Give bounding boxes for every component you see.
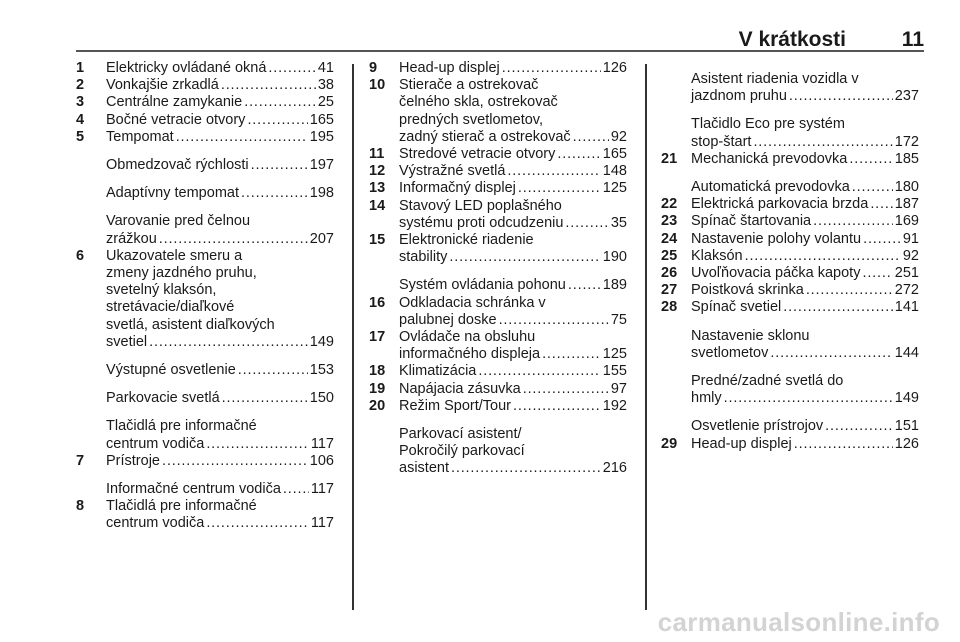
index-entry [369,426,627,478]
index-entry [369,363,627,380]
entry-page-number: 41 [317,60,334,76]
entry-text: Predné/zadné svetlá do [691,373,844,390]
dot-leader [794,436,893,453]
dot-leader [542,346,601,363]
entry-text: Obmedzovač rýchlosti [106,157,249,174]
entry-text: svetiel [106,333,148,350]
entry-page-number: 216 [602,460,627,477]
entry-number: 16 [369,294,386,311]
entry-number: 2 [76,77,85,94]
index-column-2 [369,60,627,478]
entry-number: 27 [661,282,678,299]
entry-text: Režim Sport/Tour [399,397,512,414]
index-column-1 [76,60,334,533]
dot-leader [283,481,309,498]
entry-page-number: 38 [317,77,334,94]
dot-leader [159,231,308,248]
entry-text: Ovládače na obsluhu [399,329,536,346]
index-entry [76,390,334,407]
entry-page-number: 106 [309,452,334,469]
entry-text: informačného displeja [399,346,541,363]
entry-text: Bočné vetracie otvory [106,111,246,128]
entry-text: Elektrická parkovacia brzda [691,196,869,213]
entry-text: Výstražné svetlá [399,163,506,180]
entry-page-number: 190 [602,249,627,266]
entry-page-number: 180 [894,179,919,196]
entry-number: 4 [76,111,85,128]
entry-text: Elektronické riadenie [399,232,534,249]
dot-leader [162,453,308,470]
dot-leader [557,146,600,163]
entry-page-number: 117 [310,435,334,452]
entry-text: čelného skla, ostrekovač [399,94,558,111]
entry-text: Head-up displej [399,60,500,76]
entry-number: 12 [369,163,386,180]
index-entry [76,481,334,498]
entry-page-number: 237 [894,88,919,105]
dot-leader [502,60,601,77]
index-entry [369,180,627,197]
entry-page-number: 148 [602,163,627,180]
column-divider-1 [352,64,354,610]
column-divider-2 [645,64,647,610]
entry-number: 29 [661,435,678,452]
dot-leader [849,151,892,168]
entry-text: zmeny jazdného pruhu, [106,265,257,282]
index-entry [76,129,334,146]
dot-leader [451,460,601,477]
dot-leader [244,94,316,111]
dot-leader [176,129,308,146]
entry-text: Vonkajšie zrkadlá [106,77,219,94]
entry-page-number: 207 [309,230,334,247]
index-entry [661,282,919,299]
entry-page-number: 150 [309,390,334,407]
dot-leader [513,398,601,415]
index-column-3 [661,60,919,453]
entry-number: 8 [76,498,85,515]
entry-number: 10 [369,77,386,94]
entry-number: 20 [369,397,386,414]
entry-text: stop-štart [691,133,752,150]
entry-number: 25 [661,247,678,264]
entry-page-number: 189 [602,277,627,294]
index-entry [76,94,334,111]
entry-text: Napájacia zásuvka [399,380,521,397]
dot-leader [806,282,893,299]
dot-leader [449,249,600,266]
dot-leader [783,299,893,316]
entry-number: 17 [369,329,386,346]
index-entry [76,498,334,532]
index-entry [369,398,627,415]
entry-text: Automatická prevodovka [691,179,850,196]
entry-text: hmly [691,390,722,407]
index-entry [661,231,919,248]
entry-text: Informačné centrum vodiča [106,481,281,498]
entry-text: stability [399,249,448,266]
entry-text: Klimatizácia [399,363,477,380]
entry-text: Varovanie pred čelnou [106,213,251,230]
entry-text: stretávacie/diaľkové [106,299,235,316]
dot-leader [251,157,308,174]
entry-page-number: 75 [610,311,627,328]
entry-text: Systém ovládania pohonu [399,277,566,294]
dot-leader [770,345,892,362]
dot-leader [825,418,893,435]
dot-leader [573,129,609,146]
entry-page-number: 117 [310,481,334,498]
entry-text: Spínač štartovania [691,213,812,230]
dot-leader [870,196,892,213]
entry-number: 23 [661,213,678,230]
dot-leader [206,515,309,532]
dot-leader [238,362,308,379]
dot-leader [863,231,901,248]
entry-text: Klaksón [691,247,743,264]
entry-page-number: 151 [894,418,919,435]
entry-number: 14 [369,197,386,214]
entry-text: Výstupné osvetlenie [106,362,236,379]
entry-page-number: 97 [610,380,627,397]
dot-leader [222,390,308,407]
entry-number: 26 [661,265,678,282]
entry-page-number: 91 [902,230,919,247]
entry-text: Stavový LED poplašného [399,197,562,214]
dot-leader [478,363,600,380]
dot-leader [518,180,601,197]
entry-number: 24 [661,230,678,247]
entry-text: Adaptívny tempomat [106,185,239,202]
index-entry [369,381,627,398]
entry-text: Poistková skrinka [691,282,804,299]
index-entry [76,112,334,129]
index-entry [369,146,627,163]
index-entry [76,362,334,379]
entry-text: Tempomat [106,128,174,145]
entry-number: 22 [661,196,678,213]
index-entry [661,265,919,282]
entry-text: Parkovacie svetlá [106,390,220,407]
entry-page-number: 192 [602,397,627,414]
index-entry [369,77,627,146]
entry-page-number: 141 [894,299,919,316]
entry-number: 15 [369,232,386,249]
entry-text: centrum vodiča [106,435,205,452]
entry-page-number: 35 [610,214,627,231]
entry-text: Tlačidlá pre informačné [106,418,257,435]
index-entry [661,328,919,362]
dot-leader [507,163,600,180]
index-entry [661,373,919,407]
dot-leader [789,88,893,105]
entry-text: zadný stierač a ostrekovač [399,128,571,145]
entry-text: zrážkou [106,230,157,247]
entry-number: 18 [369,363,386,380]
entry-number: 13 [369,180,386,197]
dot-leader [206,436,309,453]
index-entry [661,436,919,453]
entry-page-number: 155 [602,363,627,380]
entry-text: Tlačidlá pre informačné [106,498,257,515]
dot-leader [247,112,307,129]
entry-number: 28 [661,299,678,316]
entry-text: systému proti odcudzeniu [399,214,564,231]
entry-number: 9 [369,60,378,76]
dot-leader [813,213,893,230]
dot-leader [149,334,308,351]
index-entry [76,185,334,202]
entry-text: svetlá, asistent diaľkových [106,316,275,333]
index-entry [661,179,919,196]
index-entry [369,295,627,329]
index-entry [76,248,334,351]
index-entry [76,418,334,452]
dot-leader [565,215,608,232]
index-entry [661,299,919,316]
index-entry [661,116,919,150]
index-entry [369,163,627,180]
dot-leader [221,77,316,94]
entry-text: centrum vodiča [106,515,205,532]
entry-text: Centrálne zamykanie [106,94,243,111]
dot-leader [753,134,892,151]
entry-number: 19 [369,380,386,397]
entry-text: Nastavenie polohy volantu [691,230,862,247]
entry-text: Informačný displej [399,180,516,197]
entry-text: Osvetlenie prístrojov [691,418,824,435]
entry-text: Asistent riadenia vozidla v [691,71,859,87]
entry-page-number: 169 [894,213,919,230]
index-entry [661,71,919,105]
entry-number: 1 [76,60,85,76]
index-entry [661,418,919,435]
entry-number: 21 [661,150,678,167]
index-entry [369,329,627,363]
entry-number: 11 [369,146,385,163]
entry-text: Pokročilý parkovací [399,443,525,460]
entry-text: Spínač svetiel [691,299,782,316]
entry-text: asistent [399,460,449,477]
entry-text: Tlačidlo Eco pre systém [691,116,845,133]
entry-page-number: 165 [309,111,334,128]
entry-page-number: 117 [310,515,334,532]
index-entry [369,60,627,77]
entry-text: predných svetlometov, [399,111,543,128]
entry-text: svetelný klaksón, [106,282,217,299]
entry-number: 5 [76,128,85,145]
entry-page-number: 149 [894,390,919,407]
dot-leader [568,277,601,294]
dot-leader [241,185,308,202]
dot-leader [268,60,315,77]
index-entry [76,157,334,174]
dot-leader [745,248,901,265]
entry-page-number: 165 [602,146,627,163]
dot-leader [724,390,893,407]
entry-page-number: 92 [610,128,627,145]
dot-leader [523,381,609,398]
index-entry [369,198,627,232]
page-number: 11 [901,28,924,51]
entry-number: 7 [76,452,85,469]
dot-leader [852,179,893,196]
entry-text: Uvoľňovacia páčka kapoty [691,265,861,282]
entry-page-number: 126 [602,60,627,76]
entry-text: Nastavenie sklonu [691,327,810,344]
entry-text: jazdnom pruhu [691,88,787,105]
entry-page-number: 25 [317,94,334,111]
index-entry [369,232,627,266]
entry-page-number: 126 [894,435,919,452]
entry-text: Ukazovatele smeru a [106,247,243,264]
entry-page-number: 92 [902,247,919,264]
entry-page-number: 144 [894,344,919,361]
entry-text: Stredové vetracie otvory [399,146,556,163]
entry-text: svetlometov [691,344,769,361]
entry-page-number: 272 [894,282,919,299]
index-entry [76,453,334,470]
index-entry [76,213,334,247]
section-title: V krátkosti [738,28,846,51]
entry-text: Prístroje [106,452,160,469]
entry-page-number: 187 [894,196,919,213]
index-entry [661,151,919,168]
entry-page-number: 185 [894,150,919,167]
entry-page-number: 195 [309,128,334,145]
entry-text: palubnej doske [399,311,497,328]
entry-text: Head-up displej [691,435,792,452]
watermark: carmanualsonline.info [657,607,940,637]
index-entry [369,277,627,294]
entry-number: 3 [76,94,85,111]
entry-text: Odkladacia schránka v [399,294,546,311]
entry-text: Parkovací asistent/ [399,426,522,443]
entry-number: 6 [76,247,85,264]
dot-leader [499,312,609,329]
dot-leader [862,265,892,282]
entry-page-number: 153 [309,362,334,379]
index-entry [76,60,334,77]
entry-text: Elektricky ovládané okná [106,60,267,76]
entry-page-number: 172 [894,133,919,150]
entry-page-number: 125 [602,346,627,363]
entry-page-number: 197 [309,157,334,174]
index-entry [76,77,334,94]
entry-page-number: 149 [309,333,334,350]
index-entry [661,196,919,213]
header-divider [76,50,924,52]
index-entry [661,213,919,230]
entry-page-number: 125 [602,180,627,197]
entry-page-number: 198 [309,185,334,202]
entry-text: Stierače a ostrekovač [399,77,539,94]
index-entry [661,248,919,265]
entry-text: Mechanická prevodovka [691,150,848,167]
entry-page-number: 251 [894,265,919,282]
